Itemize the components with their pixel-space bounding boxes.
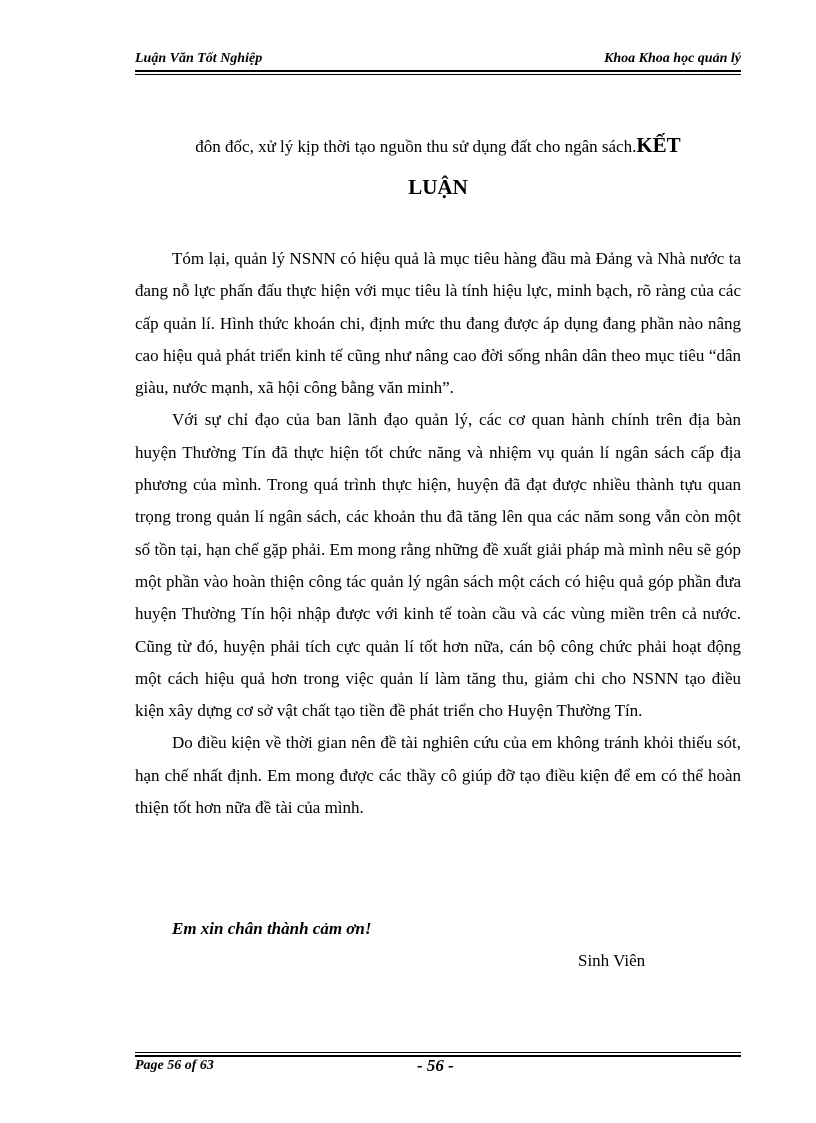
footer-page-of: Page 56 of 63	[135, 1058, 214, 1073]
paragraph-2: Với sự chỉ đạo của ban lãnh đạo quản lý, các cơ quan hành chính trên địa bàn huyện Thường Tín đã thực hiện tốt chức năng và nhiệm vụ quản lí ngân sách cấp địa phương của mình. Trong quá trình thực hiện, huyện đã đạt được nhiều thành tựu quan trọng trong quản lí ngân sách, các khoản thu đã tăng lên qua các năm song vẫn còn một số tồn tại, hạn chế gặp phải. Em mong rằng những đề xuất giải pháp mà mình nêu sẽ góp một phần vào hoàn thiện công tác quản lý ngân sách một cách có hiệu quả góp phần đưa huyện Thường Tín hội nhập được với kinh tế toàn cầu và các vùng miền trên cả nước. Cũng từ đó, huyện phải tích cực quản lí tốt hơn nữa, cán bộ công chức phải hoạt động một cách hiệu quả hơn trong việc quản lí làm tăng thu, giảm chi cho NSNN tạo điều kiện xây dựng cơ sở vật chất tạo tiền đề phát triển cho Huyện Thường Tín.	[135, 410, 741, 721]
intro-text: đôn đốc, xử lý kịp thời tạo nguồn thu sử dụng đất cho ngân sách.	[195, 137, 637, 156]
footer-rule-thin	[135, 1052, 741, 1053]
footer-page-number: - 56 -	[417, 1056, 454, 1075]
page-footer	[135, 1058, 741, 1078]
header-rule-thin	[135, 74, 741, 75]
body-text	[135, 243, 741, 824]
page-header	[135, 51, 741, 71]
header-faculty: Khoa Khoa học quản lý	[604, 51, 741, 66]
section-title-part2: LUẬN	[408, 175, 468, 199]
intro-line	[135, 133, 741, 158]
thanks-line: Em xin chân thành cảm ơn!	[172, 919, 372, 938]
header-rule	[135, 70, 741, 72]
paragraph-1: Tóm lại, quản lý NSNN có hiệu quả là mục tiêu hàng đầu mà Đảng và Nhà nước ta đang nỗ lực phấn đấu thực hiện với mục tiêu là tính hiệu lực, minh bạch, rõ ràng của các cấp quản lí. Hình thức khoán chi, định mức thu đang được áp dụng đang phần nào nâng cao hiệu quả phát triển kinh tế cũng như nâng cao đời sống nhân dân theo mục tiêu “dân giàu, nước mạnh, xã hội công bằng văn minh”.	[135, 249, 741, 398]
signer-label: Sinh Viên	[578, 951, 646, 970]
paragraph-3: Do điều kiện về thời gian nên đề tài nghiên cứu của em không tránh khỏi thiếu sót, hạn chế nhất định. Em mong được các thầy cô giúp đỡ tạo điều kiện để em có thể hoàn thiện tốt hơn nữa đề tài của mình.	[135, 733, 741, 818]
header-thesis-title: Luận Văn Tốt Nghiệp	[135, 51, 263, 66]
section-title-part1: KẾT	[636, 133, 681, 157]
